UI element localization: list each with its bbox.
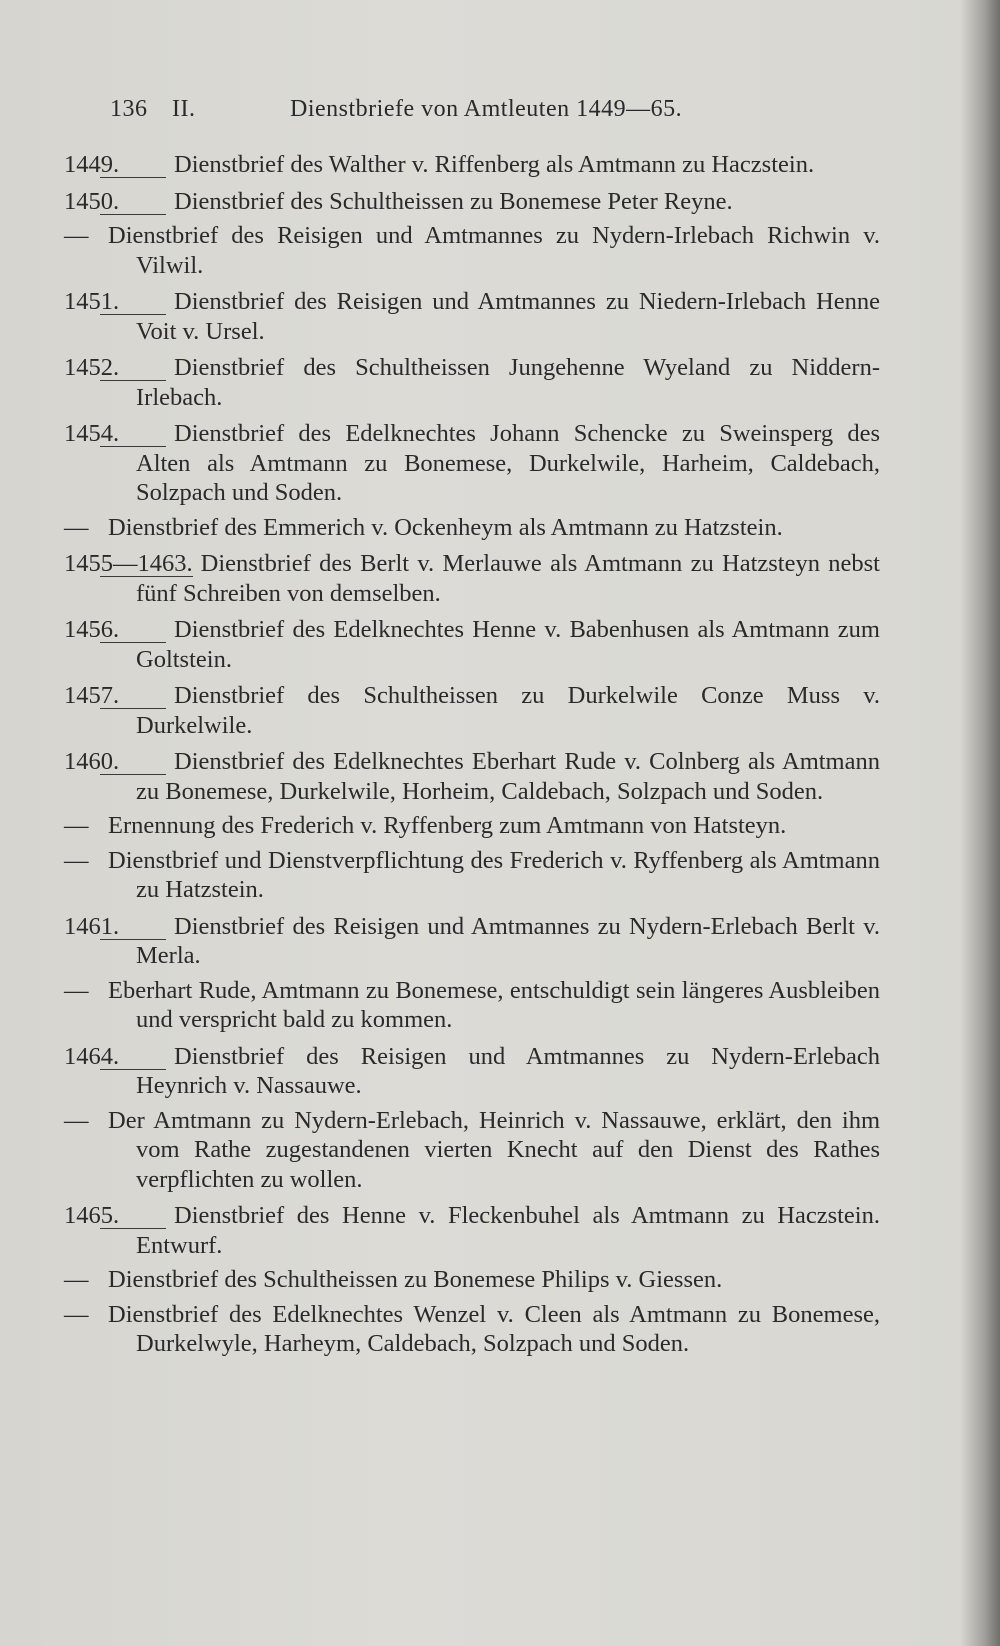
entry-list <box>64 150 880 1366</box>
entry-year: 1456. <box>100 618 166 643</box>
list-item: — Der Amtmann zu Nydern-Erlebach, Heinrich v. Nassauwe, erklärt, den ihm vom Rathe zugestandenen vierten Knecht auf den Dienst des Rathes verpflichten zu wollen. <box>64 1106 880 1193</box>
list-item <box>64 681 880 740</box>
entry-text: Dienstbrief des Schultheissen zu Bonemese Peter Reyne. <box>174 187 733 215</box>
entry-text: Dienstbrief des Reisigen und Amtmannes zu Niedern-Irlebach Henne Voit v. Ursel. <box>136 288 880 345</box>
entry-text: Eberhart Rude, Amtmann zu Bonemese, entschuldigt sein längeres Ausbleiben und verspricht bald zu kommen. <box>108 976 880 1033</box>
page-header <box>110 96 710 126</box>
part-number: II. <box>172 96 196 122</box>
entry-year: 1449. <box>100 153 166 178</box>
entry-year: 1455—1463. <box>64 550 193 577</box>
book-spine-shadow <box>960 0 1000 1646</box>
list-item <box>64 549 880 608</box>
list-item: — Dienstbrief des Emmerich v. Ockenheym als Amtmann zu Hatzstein. <box>64 513 783 541</box>
entry-year: 1457. <box>100 684 166 709</box>
entry-year: 1450. <box>100 190 166 215</box>
entry-year: 1454. <box>100 422 166 447</box>
list-item <box>64 1042 880 1101</box>
list-item <box>64 615 880 674</box>
list-item: — Dienstbrief des Reisigen und Amtmannes zu Nydern-Irlebach Richwin v. Vilwil. <box>64 222 880 279</box>
entry-year: 1460. <box>100 750 166 775</box>
entry-text: Der Amtmann zu Nydern-Erlebach, Heinrich v. Nassauwe, erklärt, den ihm vom Rathe zugestandenen vierten Knecht auf den Dienst des Rathes verpflichten zu wollen. <box>108 1106 880 1193</box>
running-title: Dienstbriefe von Amtleuten 1449—65. <box>290 96 683 122</box>
entry-year: 1451. <box>100 290 166 315</box>
entry-year: 1452. <box>100 356 166 381</box>
entry-text: Dienstbrief und Dienstverpflichtung des Frederich v. Ryffenberg als Amtmann zu Hatzstein. <box>108 846 880 903</box>
entry-text: Dienstbrief des Berlt v. Merlauwe als Amtmann zu Hatzsteyn nebst fünf Schreiben von demselben. <box>136 550 880 607</box>
entry-text: Ernennung des Frederich v. Ryffenberg zum Amtmann von Hatsteyn. <box>108 812 787 839</box>
list-item <box>64 353 880 412</box>
entry-text: Dienstbrief des Edelknechtes Johann Schencke zu Sweinsperg des Alten als Amtmann zu Bonemese, Durkelwile, Harheim, Caldebach, Solzpach und Soden. <box>136 420 880 506</box>
entry-year: 1465. <box>100 1204 166 1229</box>
entry-text: Dienstbrief des Reisigen und Amtmannes zu Nydern-Erlebach Berlt v. Merla. <box>136 912 880 969</box>
list-item <box>64 150 880 180</box>
list-item <box>64 287 880 346</box>
entry-text: Dienstbrief des Schultheissen zu Durkelwile Conze Muss v. Durkelwile. <box>136 682 880 739</box>
entry-text: Dienstbrief des Reisigen und Amtmannes zu Nydern-Erlebach Heynrich v. Nassauwe. <box>136 1042 880 1099</box>
entry-text: Dienstbrief des Walther v. Riffenberg als Amtmann zu Haczstein. <box>174 151 815 178</box>
entry-year: 1461. <box>100 915 166 940</box>
list-item: — Dienstbrief des Schultheissen zu Bonemese Philips v. Giessen. <box>64 1266 723 1293</box>
list-item <box>64 419 880 508</box>
entry-text: Dienstbrief des Edelknechtes Eberhart Rude v. Colnberg als Amtmann zu Bonemese, Durkelwile, Horheim, Caldebach, Solzpach und Soden. <box>136 748 880 805</box>
list-item: — Ernennung des Frederich v. Ryffenberg zum Amtmann von Hatsteyn. <box>64 812 787 839</box>
entry-year: 1464. <box>100 1045 166 1070</box>
list-item <box>64 747 880 806</box>
list-item: — Eberhart Rude, Amtmann zu Bonemese, entschuldigt sein längeres Ausbleiben und verspricht bald zu kommen. <box>64 976 880 1033</box>
entry-text: Dienstbrief des Emmerich v. Ockenheym als Amtmann zu Hatzstein. <box>108 513 783 541</box>
page-number: 136 <box>110 96 148 122</box>
list-item: — Dienstbrief des Edelknechtes Wenzel v. Cleen als Amtmann zu Bonemese, Durkelwyle, Harheym, Caldebach, Solzpach und Soden. <box>64 1300 880 1357</box>
list-item: — Dienstbrief und Dienstverpflichtung des Frederich v. Ryffenberg als Amtmann zu Hatzstein. <box>64 846 880 903</box>
entry-text: Dienstbrief des Edelknechtes Henne v. Babenhusen als Amtmann zum Goltstein. <box>136 616 880 673</box>
entry-text: Dienstbrief des Schultheissen Jungehenne Wyeland zu Niddern-Irlebach. <box>136 354 880 411</box>
entry-text: Dienstbrief des Schultheissen zu Bonemese Philips v. Giessen. <box>108 1266 723 1293</box>
entry-text: Dienstbrief des Henne v. Fleckenbuhel als Amtmann zu Haczstein. Entwurf. <box>136 1202 880 1259</box>
list-item <box>64 912 880 971</box>
entry-text: Dienstbrief des Edelknechtes Wenzel v. Cleen als Amtmann zu Bonemese, Durkelwyle, Harheym, Caldebach, Solzpach und Soden. <box>108 1300 880 1357</box>
list-item <box>64 187 880 217</box>
list-item <box>64 1201 880 1260</box>
entry-text: Dienstbrief des Reisigen und Amtmannes zu Nydern-Irlebach Richwin v. Vilwil. <box>108 222 880 279</box>
